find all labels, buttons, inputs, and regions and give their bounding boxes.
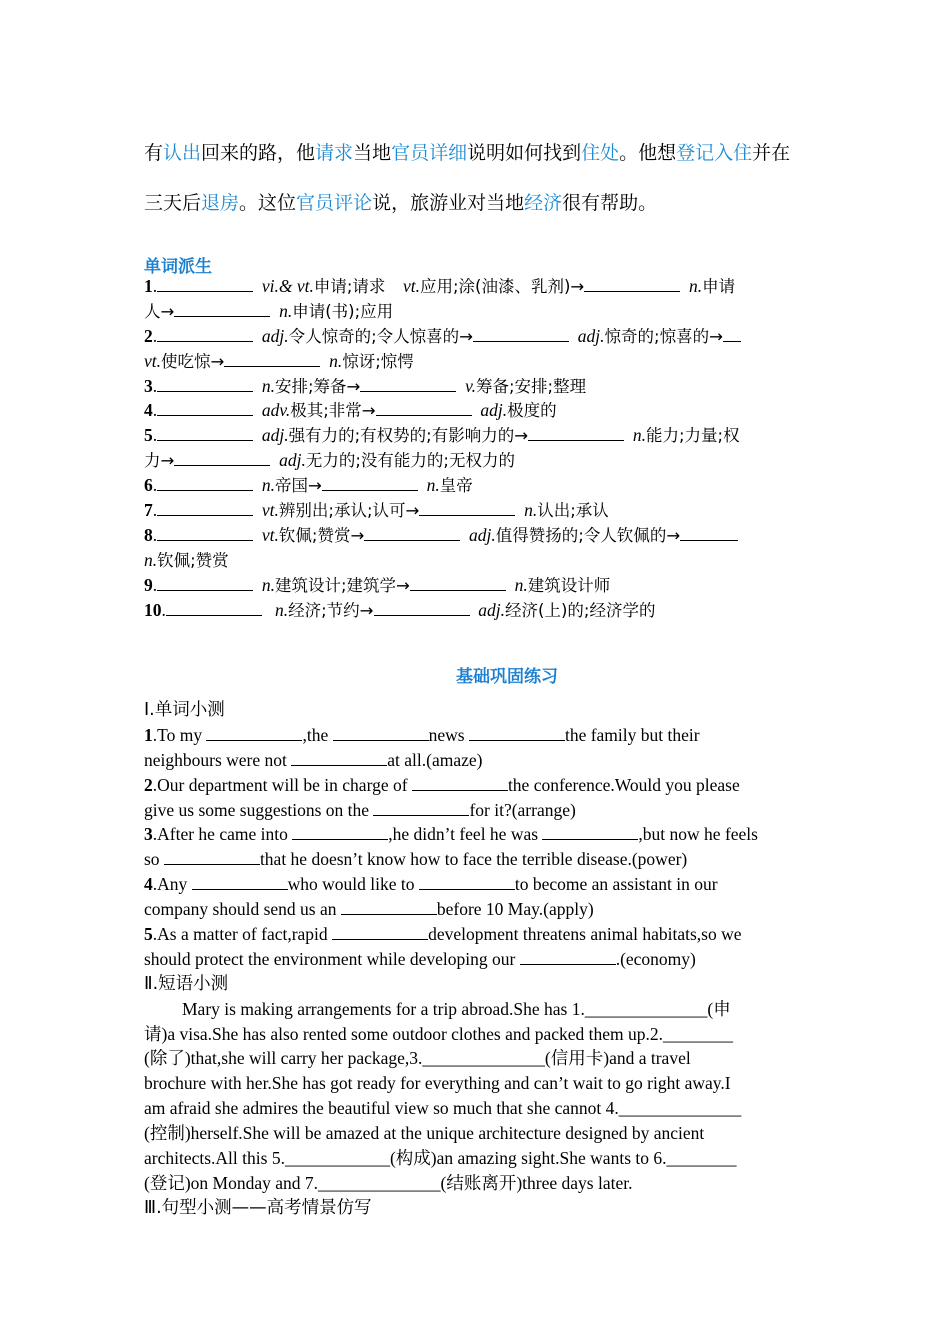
question-line: 2.Our department will be in charge of the conference.Would you please (144, 774, 740, 795)
answer-blank[interactable] (360, 376, 456, 392)
answer-blank[interactable] (206, 725, 302, 741)
passage-line: (登记)on Monday and 7.______________(结账离开)three days later. (144, 1172, 633, 1193)
list-item: 8. vt.钦佩;赞赏→ adj.值得赞扬的;令人钦佩的→ (144, 523, 804, 548)
highlighted-phrase: 住处 (581, 142, 620, 164)
answer-blank[interactable] (157, 425, 253, 441)
answer-blank[interactable] (174, 450, 270, 466)
list-item: 2. adj.令人惊奇的;令人惊喜的→ adj.惊奇的;惊喜的→ (144, 324, 804, 349)
answer-blank[interactable] (373, 800, 469, 816)
answer-blank[interactable] (157, 276, 253, 292)
answer-blank[interactable] (157, 475, 253, 491)
answer-blank[interactable] (419, 500, 515, 516)
intro-text: 说，旅游业对当地 (372, 192, 525, 214)
intro-line-2 (144, 188, 657, 215)
highlighted-phrase: 详细 (429, 142, 468, 164)
derivation-list (144, 274, 804, 622)
list-item: 5. adj.强有力的;有权势的;有影响力的→ n.能力;力量;权 (144, 425, 740, 446)
answer-blank[interactable] (322, 475, 418, 491)
intro-line-1 (144, 138, 790, 165)
highlighted-phrase: 评论 (334, 192, 373, 214)
answer-blank[interactable] (157, 400, 253, 416)
answer-blank[interactable] (157, 326, 253, 342)
answer-blank[interactable] (473, 326, 569, 342)
answer-blank[interactable] (157, 525, 253, 541)
answer-blank[interactable] (157, 575, 253, 591)
section-heading-3: Ⅲ.句型小测——高考情景仿写 (144, 1197, 372, 1218)
answer-blank[interactable] (520, 949, 616, 965)
highlighted-phrase: 经济 (524, 192, 563, 214)
highlighted-phrase: 官员 (296, 192, 335, 214)
answer-blank[interactable] (157, 376, 253, 392)
list-item: 4. adv.极其;非常→ adj.极度的 (144, 400, 557, 421)
answer-blank[interactable] (341, 899, 437, 915)
answer-blank[interactable] (680, 525, 738, 541)
list-item: vt.使吃惊→ n.惊讶;惊愕 (144, 350, 414, 371)
section-heading-1: Ⅰ.单词小测 (144, 700, 225, 720)
answer-blank[interactable] (224, 351, 320, 367)
answer-blank[interactable] (584, 276, 680, 292)
answer-blank[interactable] (364, 525, 460, 541)
intro-text: 很有帮助。 (562, 192, 658, 214)
answer-blank[interactable] (166, 600, 262, 616)
passage-line: am afraid she admires the beautiful view so much that she cannot 4.______________ (144, 1098, 742, 1119)
answer-blank[interactable] (164, 849, 260, 865)
intro-text: 。他想 (619, 142, 677, 164)
question-line: give us some suggestions on the for it?(arrange) (144, 799, 576, 820)
intro-text: 有 (144, 142, 164, 164)
answer-blank[interactable] (157, 500, 253, 516)
answer-blank[interactable] (528, 425, 624, 441)
question-line: company should send us an before 10 May.(apply) (144, 899, 594, 920)
passage-line: architects.All this 5.____________(构成)an amazing sight.She wants to 6.________ (144, 1148, 737, 1169)
passage-line: (控制)herself.She will be amazed at the unique architecture designed by ancient (144, 1123, 705, 1144)
answer-blank[interactable] (192, 874, 288, 890)
practice-body (144, 698, 804, 1221)
question-line: 3.After he came into ,he didn’t feel he was ,but now he feels (144, 824, 758, 845)
intro-text: 。这位 (239, 192, 297, 214)
answer-blank[interactable] (410, 575, 506, 591)
highlighted-phrase: 请求 (315, 142, 354, 164)
list-item: 力→ adj.无力的;没有能力的;无权力的 (144, 450, 515, 471)
list-item: 1. vi.& vt.申请;请求 vt.应用;涂(油漆、乳剂)→ n.申请 (144, 276, 736, 296)
answer-blank[interactable] (291, 750, 387, 766)
question-line: so that he doesn’t know how to face the terrible disease.(power) (144, 849, 688, 870)
answer-blank[interactable] (469, 725, 565, 741)
list-item: 9. n.建筑设计;建筑学→ n.建筑设计师 (144, 574, 611, 595)
practice-title: 基础巩固练习 (456, 667, 558, 687)
list-item: 7. vt.辨别出;承认;认可→ n.认出;承认 (144, 500, 609, 521)
highlighted-phrase: 认出 (163, 142, 202, 164)
list-item: 6. n.帝国→ n.皇帝 (144, 475, 473, 496)
list-item: 人→ n.申请(书);应用 (144, 300, 394, 321)
answer-blank[interactable] (174, 301, 270, 317)
intro-text: 当地 (353, 142, 392, 164)
answer-blank[interactable] (542, 824, 638, 840)
passage-line: brochure with her.She has got ready for everything and can’t wait to go right away.I (144, 1073, 731, 1094)
section-heading-2: Ⅱ.短语小测 (144, 973, 229, 994)
list-item: 10. n.经济;节约→ adj.经济(上)的;经济学的 (144, 599, 656, 620)
answer-blank[interactable] (333, 725, 429, 741)
highlighted-phrase: 官员 (391, 142, 430, 164)
answer-blank[interactable] (292, 824, 388, 840)
answer-blank[interactable] (419, 874, 515, 890)
question-line: 4.Any who would like to to become an assistant in our (144, 874, 718, 895)
highlighted-phrase: 登记入住 (676, 142, 753, 164)
answer-blank[interactable] (332, 924, 428, 940)
intro-text: 回来的路，他 (201, 142, 316, 164)
passage-line: Mary is making arrangements for a trip abroad.She has 1.______________(申 (182, 998, 731, 1019)
list-item: n.钦佩;赞赏 (144, 549, 229, 570)
highlighted-phrase: 退房 (201, 192, 240, 214)
answer-blank[interactable] (412, 775, 508, 791)
passage-line: 请)a visa.She has also rented some outdoor clothes and packed them up.2.________ (144, 1023, 734, 1044)
intro-text: 三天后 (144, 192, 202, 214)
derivation-heading: 单词派生 (144, 257, 212, 277)
passage-line: (除了)that,she will carry her package,3.______________(信用卡)and a travel (144, 1048, 691, 1069)
intro-text: 说明如何找到 (467, 142, 582, 164)
question-line: 5.As a matter of fact,rapid development threatens animal habitats,so we (144, 924, 742, 945)
question-line: neighbours were not at all.(amaze) (144, 749, 483, 770)
answer-blank[interactable] (376, 400, 472, 416)
intro-text: 并在 (752, 142, 791, 164)
answer-blank[interactable] (723, 326, 741, 342)
question-line: 1.To my ,the news the family but their (144, 724, 700, 745)
list-item: 3. n.安排;筹备→ v.筹备;安排;整理 (144, 375, 587, 396)
answer-blank[interactable] (374, 600, 470, 616)
question-line: should protect the environment while developing our .(economy) (144, 948, 696, 969)
